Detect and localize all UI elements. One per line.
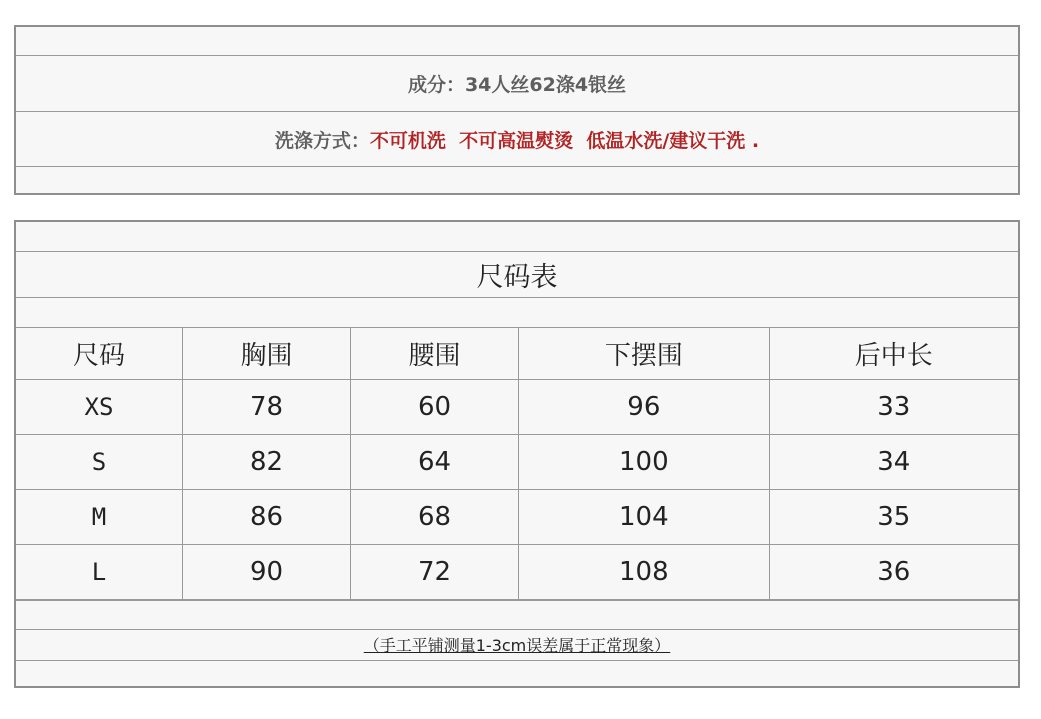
blank-row [16,661,1018,690]
bust-cell: 90 [182,544,350,599]
washing-row [16,112,1018,167]
size-cell: L [16,544,182,599]
composition-row [16,56,1018,112]
size-chart-panel [14,220,1020,688]
header-hem: 下摆围 [519,328,769,379]
measurement-note-row [16,630,1018,661]
header-back-length: 后中长 [769,328,1018,379]
composition-text: 成分：34人丝62涤4银丝 [407,74,627,96]
back-length-cell: 33 [769,379,1018,434]
back-length-cell: 34 [769,434,1018,489]
measurement-note: （手工平铺测量1-3cm误差属于正常现象） [363,636,671,655]
bust-cell: 78 [182,379,350,434]
size-chart-title: 尺码表 [476,262,558,293]
size-table [16,328,1018,600]
blank-row [16,27,1018,56]
back-length-cell: 36 [769,544,1018,599]
waist-cell: 68 [351,489,519,544]
waist-cell: 60 [351,379,519,434]
washing-instructions: 不可机洗 不可高温熨烫 低温水洗/建议干洗 . [369,129,760,152]
size-chart-title-row [16,252,1018,298]
blank-row [16,167,1018,193]
size-table-header [16,328,1018,379]
waist-cell: 64 [351,434,519,489]
hem-cell: 108 [519,544,769,599]
bust-cell: 82 [182,434,350,489]
size-cell: S [16,434,182,489]
blank-row [16,222,1018,252]
washing-label: 洗涤方式： [274,129,370,152]
hem-cell: 104 [519,489,769,544]
table-row [16,544,1018,599]
hem-cell: 96 [519,379,769,434]
blank-row [16,600,1018,630]
header-waist: 腰围 [351,328,519,379]
size-cell: M [16,489,182,544]
table-row [16,434,1018,489]
header-size: 尺码 [16,328,182,379]
size-cell: XS [16,379,182,434]
table-row [16,379,1018,434]
bust-cell: 86 [182,489,350,544]
care-instructions-panel [14,25,1020,195]
header-bust: 胸围 [182,328,350,379]
waist-cell: 72 [351,544,519,599]
hem-cell: 100 [519,434,769,489]
table-row [16,489,1018,544]
blank-row [16,298,1018,328]
back-length-cell: 35 [769,489,1018,544]
